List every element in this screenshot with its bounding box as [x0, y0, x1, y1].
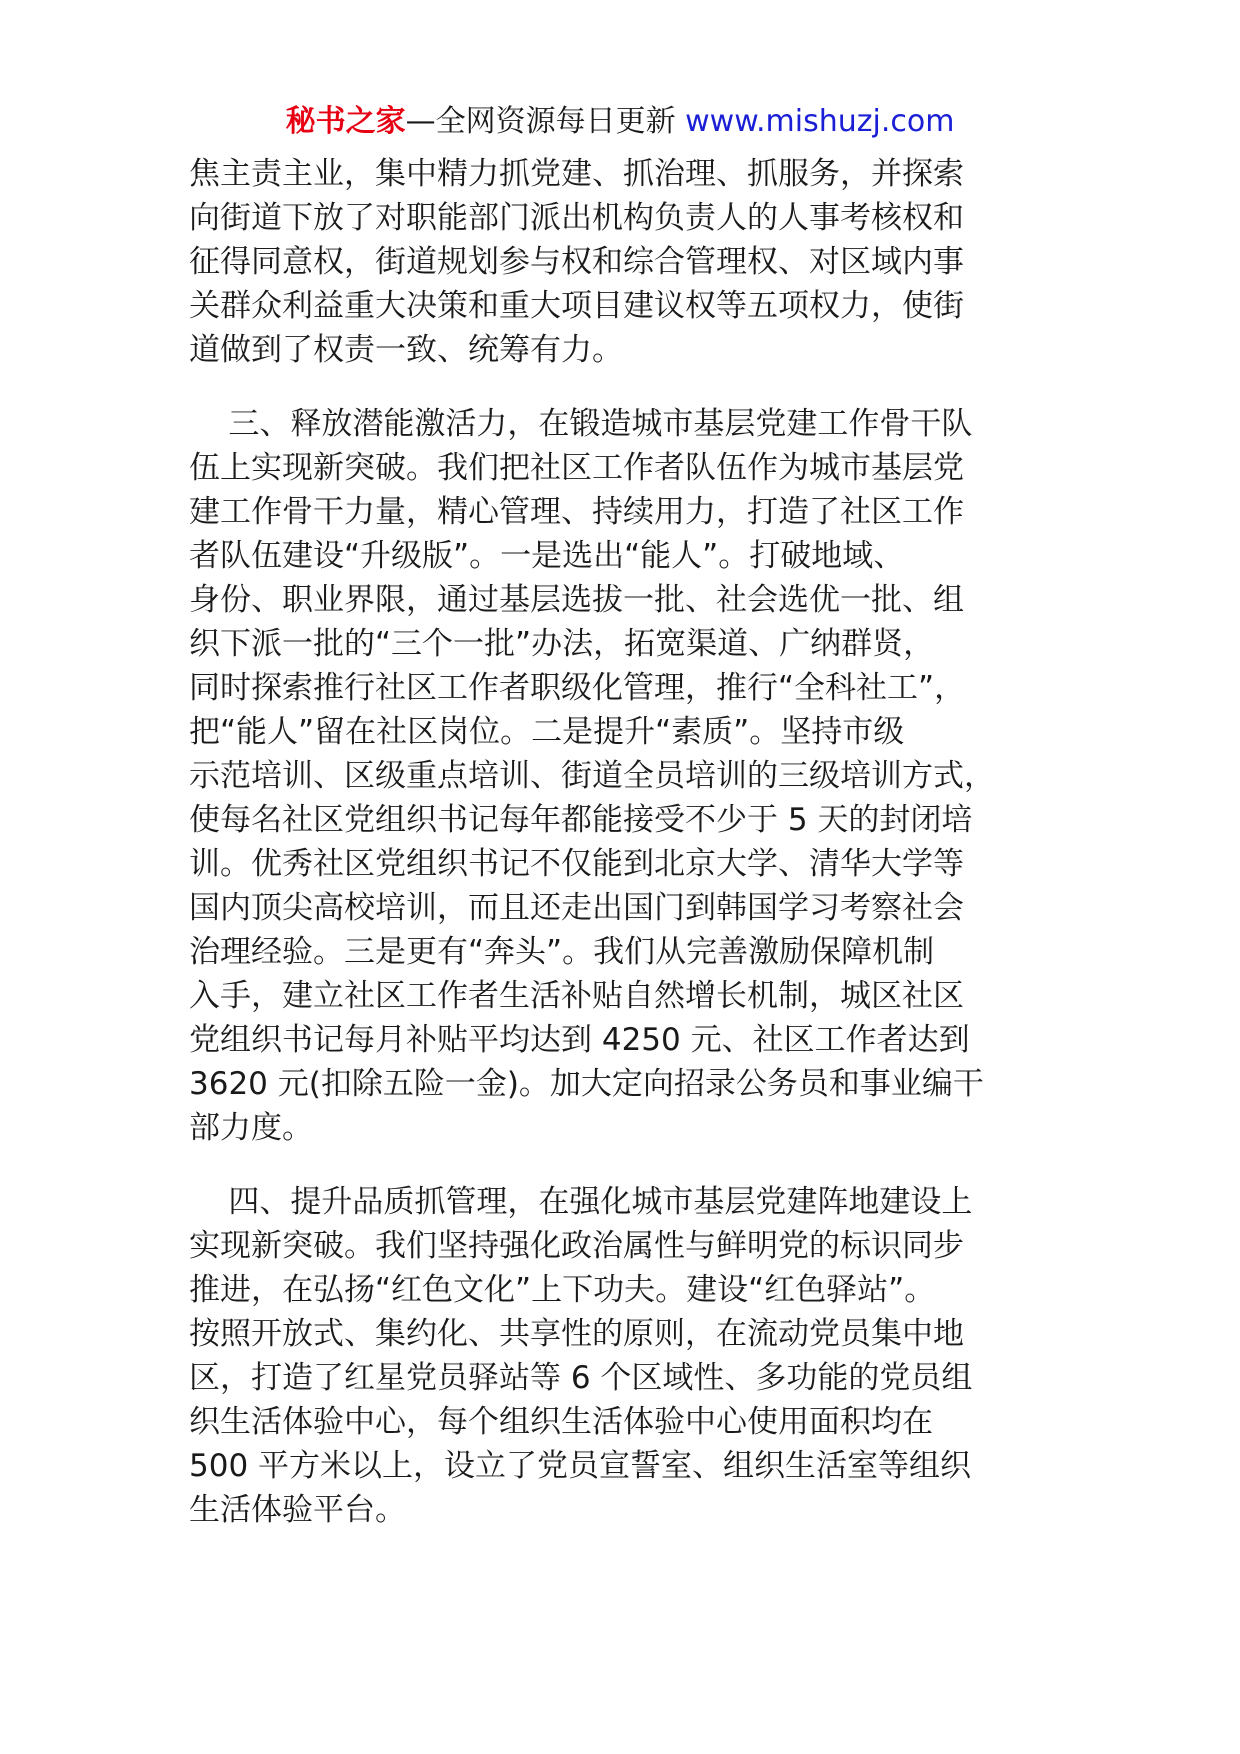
text-line: 把“能人”留在社区岗位。二是提升“素质”。坚持市级: [189, 714, 905, 750]
text-line: 向街道下放了对职能部门派出机构负责人的人事考核权和: [189, 200, 964, 236]
document-body: [189, 152, 1059, 1532]
text-line: 推进，在弘扬“红色文化”上下功夫。建设“红色驿站”。: [189, 1272, 936, 1308]
text-line: 国内顶尖高校培训，而且还走出国门到韩国学习考察社会: [189, 890, 964, 926]
text-line: 四、提升品质抓管理，在强化城市基层党建阵地建设上: [189, 1184, 973, 1220]
paragraph: [189, 152, 1059, 372]
text-line: 3620 元(扣除五险一金)。加大定向招录公务员和事业编干: [189, 1066, 984, 1102]
page-header: [0, 100, 1240, 144]
text-line: 按照开放式、集约化、共享性的原则，在流动党员集中地: [189, 1316, 964, 1352]
site-url-link[interactable]: www.mishuzj.com: [685, 104, 955, 139]
text-line: 关群众利益重大决策和重大项目建议权等五项权力，使街: [189, 288, 964, 324]
text-line: 三、释放潜能激活力，在锻造城市基层党建工作骨干队: [189, 406, 973, 442]
text-line: 500 平方米以上，设立了党员宣誓室、组织生活室等组织: [189, 1448, 972, 1484]
text-line: 道做到了权责一致、统筹有力。: [189, 332, 623, 368]
paragraph: [189, 1180, 1059, 1532]
paragraph-gap: [189, 372, 1059, 402]
text-line: 焦主责主业，集中精力抓党建、抓治理、抓服务，并探索: [189, 156, 964, 192]
text-line: 生活体验平台。: [189, 1492, 406, 1528]
text-line: 织下派一批的“三个一批”办法，拓宽渠道、广纳群贤，: [189, 626, 935, 662]
text-line: 同时探索推行社区工作者职级化管理，推行“全科社工”，: [189, 670, 966, 706]
text-line: 党组织书记每月补贴平均达到 4250 元、社区工作者达到: [189, 1022, 970, 1058]
text-line: 征得同意权，街道规划参与权和综合管理权、对区域内事: [189, 244, 964, 280]
header-slogan: —全网资源每日更新: [405, 104, 676, 139]
brand-name: 秘书之家: [285, 104, 406, 139]
text-line: 者队伍建设“升级版”。一是选出“能人”。打破地域、: [189, 538, 905, 574]
text-line: 训。优秀社区党组织书记不仅能到北京大学、清华大学等: [189, 846, 964, 882]
text-line: 示范培训、区级重点培训、街道全员培训的三级培训方式，: [189, 758, 995, 794]
text-line: 织生活体验中心，每个组织生活体验中心使用面积均在: [189, 1404, 933, 1440]
paragraph: [189, 402, 1059, 1150]
text-line: 实现新突破。我们坚持强化政治属性与鲜明党的标识同步: [189, 1228, 964, 1264]
text-line: 建工作骨干力量，精心管理、持续用力，打造了社区工作: [189, 494, 964, 530]
text-line: 身份、职业界限，通过基层选拔一批、社会选优一批、组: [189, 582, 964, 618]
text-line: 伍上实现新突破。我们把社区工作者队伍作为城市基层党: [189, 450, 964, 486]
text-line: 区，打造了红星党员驿站等 6 个区域性、多功能的党员组: [189, 1360, 973, 1396]
paragraph-gap: [189, 1150, 1059, 1180]
text-line: 治理经验。三是更有“奔头”。我们从完善激励保障机制: [189, 934, 935, 970]
text-line: 入手，建立社区工作者生活补贴自然增长机制，城区社区: [189, 978, 964, 1014]
text-line: 部力度。: [189, 1110, 313, 1146]
text-line: 使每名社区党组织书记每年都能接受不少于 5 天的封闭培: [189, 802, 973, 838]
